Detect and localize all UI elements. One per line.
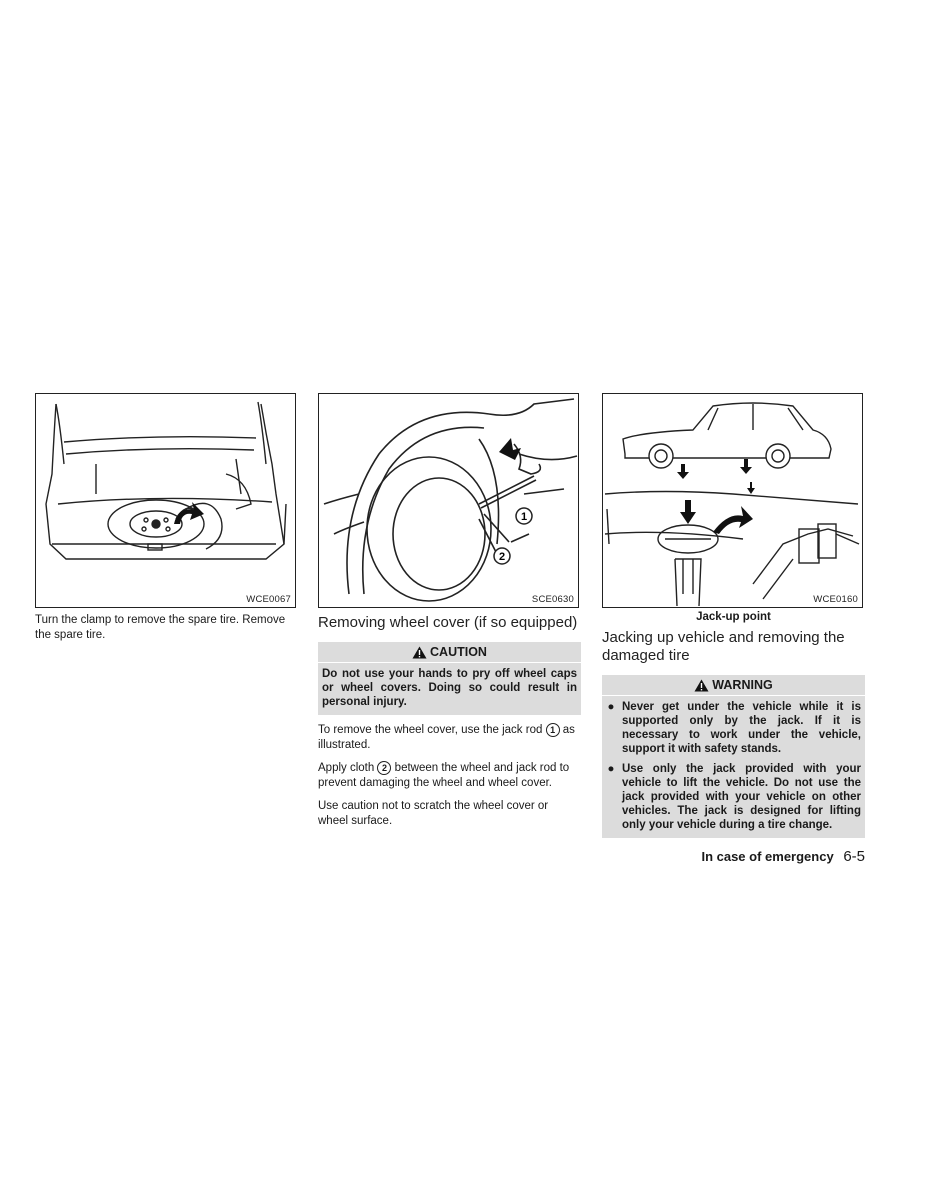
warning-triangle-icon <box>694 679 709 692</box>
page-footer <box>602 848 865 865</box>
column-1 <box>35 393 298 643</box>
page-number: 6-5 <box>843 848 865 865</box>
bullet-dot-icon: ● <box>607 763 615 775</box>
figure-code: WCE0067 <box>246 594 291 605</box>
caution-title-text: CAUTION <box>430 645 487 659</box>
warning-bullet-text: Use only the jack provided with your vehicle to lift the vehicle. Do not use the jack provided with your vehicle on other vehicles. The jack is designed for lifting only your vehicle during a tire change. <box>622 763 861 831</box>
figure-jack-up-point <box>602 393 863 608</box>
callout-ref-1: 1 <box>546 723 560 737</box>
figure-spare-tire-trunk <box>35 393 296 608</box>
figure-code: SCE0630 <box>531 594 574 605</box>
paragraph-cloth <box>318 761 581 791</box>
para-text: Apply cloth <box>318 762 375 775</box>
para-text: To remove the wheel cover, use the jack rod <box>318 724 543 737</box>
caution-box <box>318 642 581 715</box>
warning-bullet <box>606 700 861 756</box>
section-heading: Jacking up vehicle and removing the damaged tire <box>602 629 845 664</box>
warning-box <box>602 675 865 838</box>
warning-title-text: WARNING <box>712 678 773 692</box>
para-text: between the wheel and jack rod to prevent damaging the wheel and wheel cover. <box>318 762 570 790</box>
warning-bullet-text: Never get under the vehicle while it is supported only by the jack. If it is necessary to work under the vehicle, support it with safety stands. <box>622 701 861 755</box>
caution-text: Do not use your hands to pry off wheel caps or wheel covers. Doing so could result in personal injury. <box>322 668 577 708</box>
wheel-cover-illustration <box>319 394 578 607</box>
paragraph-jack-rod <box>318 723 581 753</box>
figure-wheel-cover <box>318 393 579 608</box>
warning-bullet <box>606 762 861 832</box>
section-heading: Removing wheel cover (if so equipped) <box>318 614 578 631</box>
warning-triangle-icon <box>412 646 427 659</box>
trunk-illustration <box>36 394 295 607</box>
figure-title: Jack-up point <box>696 611 771 623</box>
paragraph-caution-scratch: Use caution not to scratch the wheel cover or wheel surface. <box>318 800 549 828</box>
figure-code: WCE0160 <box>813 594 858 605</box>
bullet-dot-icon: ● <box>607 701 615 713</box>
callout-2: 2 <box>498 551 506 563</box>
caption-text: Turn the clamp to remove the spare tire. Remove the spare tire. <box>35 614 286 641</box>
footer-section-title: In case of emergency <box>701 849 834 864</box>
para-text: as illustrated. <box>318 724 575 752</box>
warning-title <box>602 675 865 696</box>
callout-1: 1 <box>520 511 528 523</box>
warning-list <box>606 700 861 832</box>
caution-title <box>318 642 581 663</box>
column-2 <box>318 393 581 829</box>
column-3 <box>602 393 865 838</box>
callout-ref-2: 2 <box>377 761 391 775</box>
jack-up-illustration <box>603 394 862 607</box>
